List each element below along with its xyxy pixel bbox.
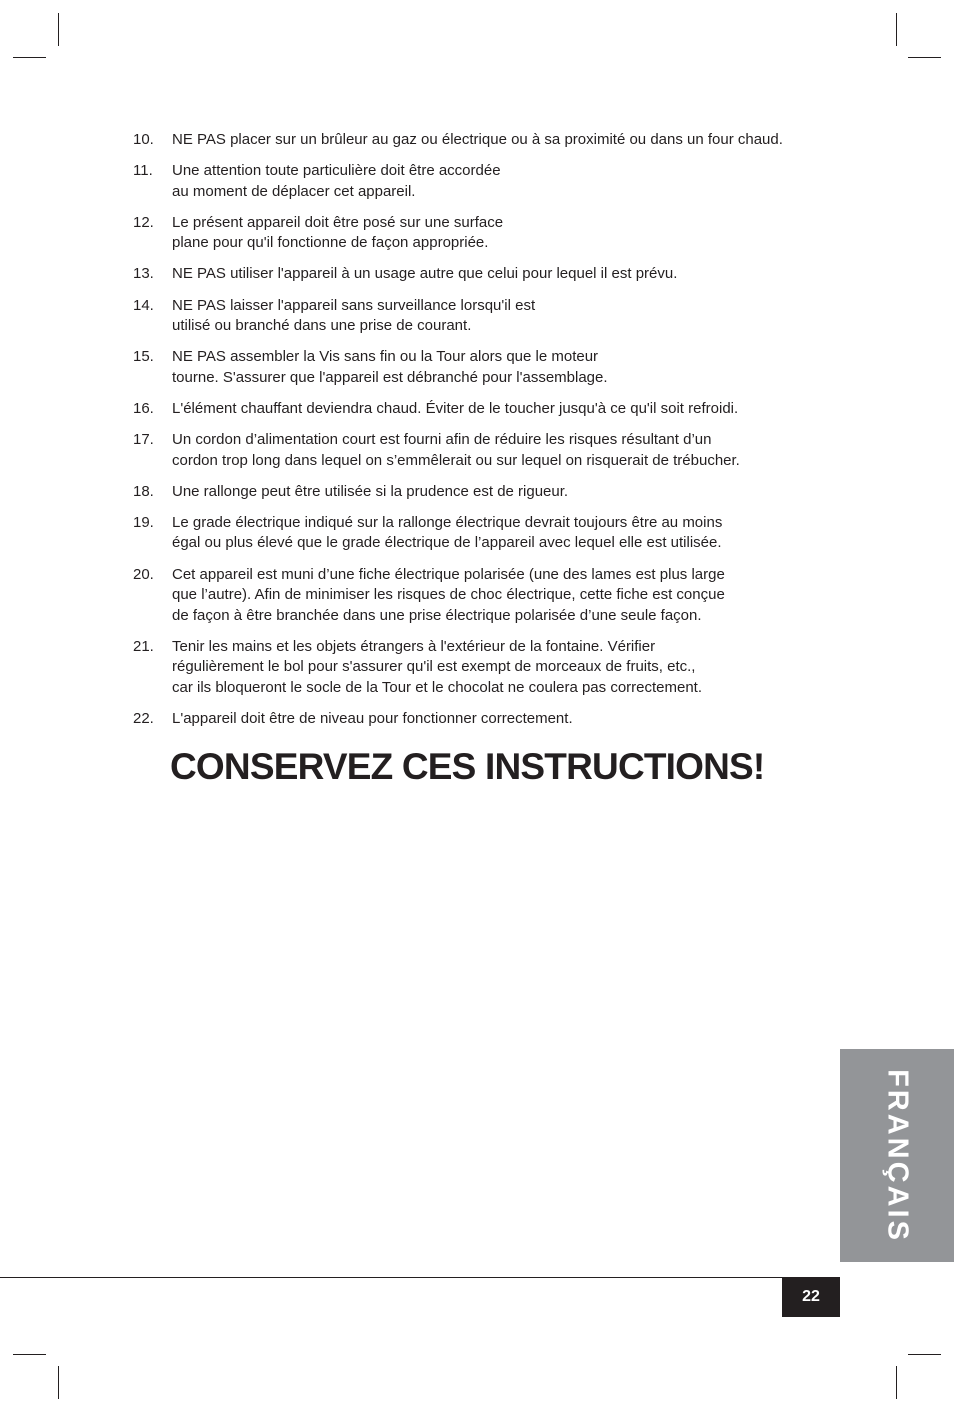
instruction-number: 16.: [133, 399, 154, 417]
crop-mark: [13, 57, 46, 58]
instruction-text-line: que l’autre). Afin de minimiser les risques de choc électrique, cette fiche est conçue: [172, 586, 725, 604]
instruction-item: [133, 264, 833, 285]
instruction-list: [133, 130, 833, 740]
instruction-item: [133, 130, 833, 151]
instruction-number: 17.: [133, 431, 154, 449]
instruction-text-line: régulièrement le bol pour s'assurer qu'il est exempt de morceaux de fruits, etc.,: [172, 658, 696, 676]
page-number: 22: [782, 1277, 840, 1317]
crop-mark: [13, 1354, 46, 1355]
instruction-number: 14.: [133, 296, 154, 314]
instruction-number: 19.: [133, 513, 154, 531]
crop-mark: [908, 1354, 941, 1355]
instruction-text-line: Tenir les mains et les objets étrangers à l'extérieur de la fontaine. Vérifier: [172, 637, 656, 655]
instruction-item: [133, 482, 833, 503]
instruction-number: 10.: [133, 131, 154, 148]
language-tab: [840, 1049, 954, 1262]
instruction-text-line: Le grade électrique indiqué sur la rallonge électrique devrait toujours être au moins: [172, 513, 723, 531]
instruction-text-line: utilisé ou branché dans une prise de courant.: [172, 317, 472, 335]
instruction-item: [133, 213, 833, 254]
instruction-number: 22.: [133, 710, 154, 728]
instruction-text-line: NE PAS utiliser l'appareil à un usage autre que celui pour lequel il est prévu.: [172, 265, 678, 283]
instruction-number: 13.: [133, 265, 154, 283]
instruction-item: [133, 296, 833, 337]
crop-mark: [896, 1366, 897, 1399]
language-tab-label: FRANÇAIS: [881, 1068, 914, 1243]
instruction-text-line: NE PAS placer sur un brûleur au gaz ou électrique ou à sa proximité ou dans un four chaud.: [172, 131, 783, 148]
instruction-item: [133, 637, 833, 699]
instruction-text-line: L'élément chauffant deviendra chaud. Éviter de le toucher jusqu'à ce qu'il soit refroidi.: [172, 399, 739, 417]
instruction-item: [133, 709, 833, 730]
instruction-number: 12.: [133, 213, 154, 231]
instruction-number: 15.: [133, 348, 154, 366]
instruction-text-line: Une attention toute particulière doit être accordée: [172, 162, 501, 180]
instruction-text-line: tourne. S'assurer que l'appareil est débranché pour l'assemblage.: [172, 368, 608, 386]
crop-mark: [908, 57, 941, 58]
crop-mark: [896, 13, 897, 46]
instruction-item: [133, 161, 833, 202]
instruction-text-line: Le présent appareil doit être posé sur une surface: [172, 213, 504, 231]
crop-mark: [58, 13, 59, 46]
footer-rule: [0, 1277, 840, 1278]
instruction-text-line: Une rallonge peut être utilisée si la prudence est de rigueur.: [172, 482, 569, 500]
instruction-text-line: au moment de déplacer cet appareil.: [172, 182, 416, 200]
instruction-text-line: Cet appareil est muni d’une fiche électrique polarisée (une des lames est plus large: [172, 565, 725, 583]
instruction-text-line: plane pour qu'il fonctionne de façon appropriée.: [172, 234, 489, 252]
instruction-item: [133, 565, 833, 627]
instruction-number: 18.: [133, 482, 154, 500]
instruction-number: 21.: [133, 637, 154, 655]
instruction-text-line: Un cordon d’alimentation court est fourni afin de réduire les risques résultant d’un: [172, 431, 712, 449]
instruction-text-line: cordon trop long dans lequel on s’emmêlerait ou sur lequel on risquerait de trébucher.: [172, 451, 740, 469]
crop-mark: [58, 1366, 59, 1399]
instruction-text-line: NE PAS assembler la Vis sans fin ou la Tour alors que le moteur: [172, 348, 599, 366]
instruction-item: [133, 347, 833, 388]
instruction-item: [133, 430, 833, 471]
instruction-text-line: car ils bloqueront le socle de la Tour et le chocolat ne coulera pas correctement.: [172, 678, 703, 696]
instruction-item: [133, 513, 833, 554]
instruction-number: 11.: [133, 162, 153, 180]
instruction-text-line: L'appareil doit être de niveau pour fonctionner correctement.: [172, 710, 573, 728]
instruction-text-line: égal ou plus élevé que le grade électrique de l’appareil avec lequel elle est utilisée.: [172, 534, 722, 552]
instruction-number: 20.: [133, 565, 154, 583]
instruction-item: [133, 399, 833, 420]
instruction-text-line: de façon à être branchée dans une prise électrique polarisée d’une seule façon.: [172, 606, 702, 624]
page-heading: CONSERVEZ CES INSTRUCTIONS!: [170, 746, 765, 787]
instruction-text-line: NE PAS laisser l'appareil sans surveillance lorsqu'il est: [172, 296, 536, 314]
